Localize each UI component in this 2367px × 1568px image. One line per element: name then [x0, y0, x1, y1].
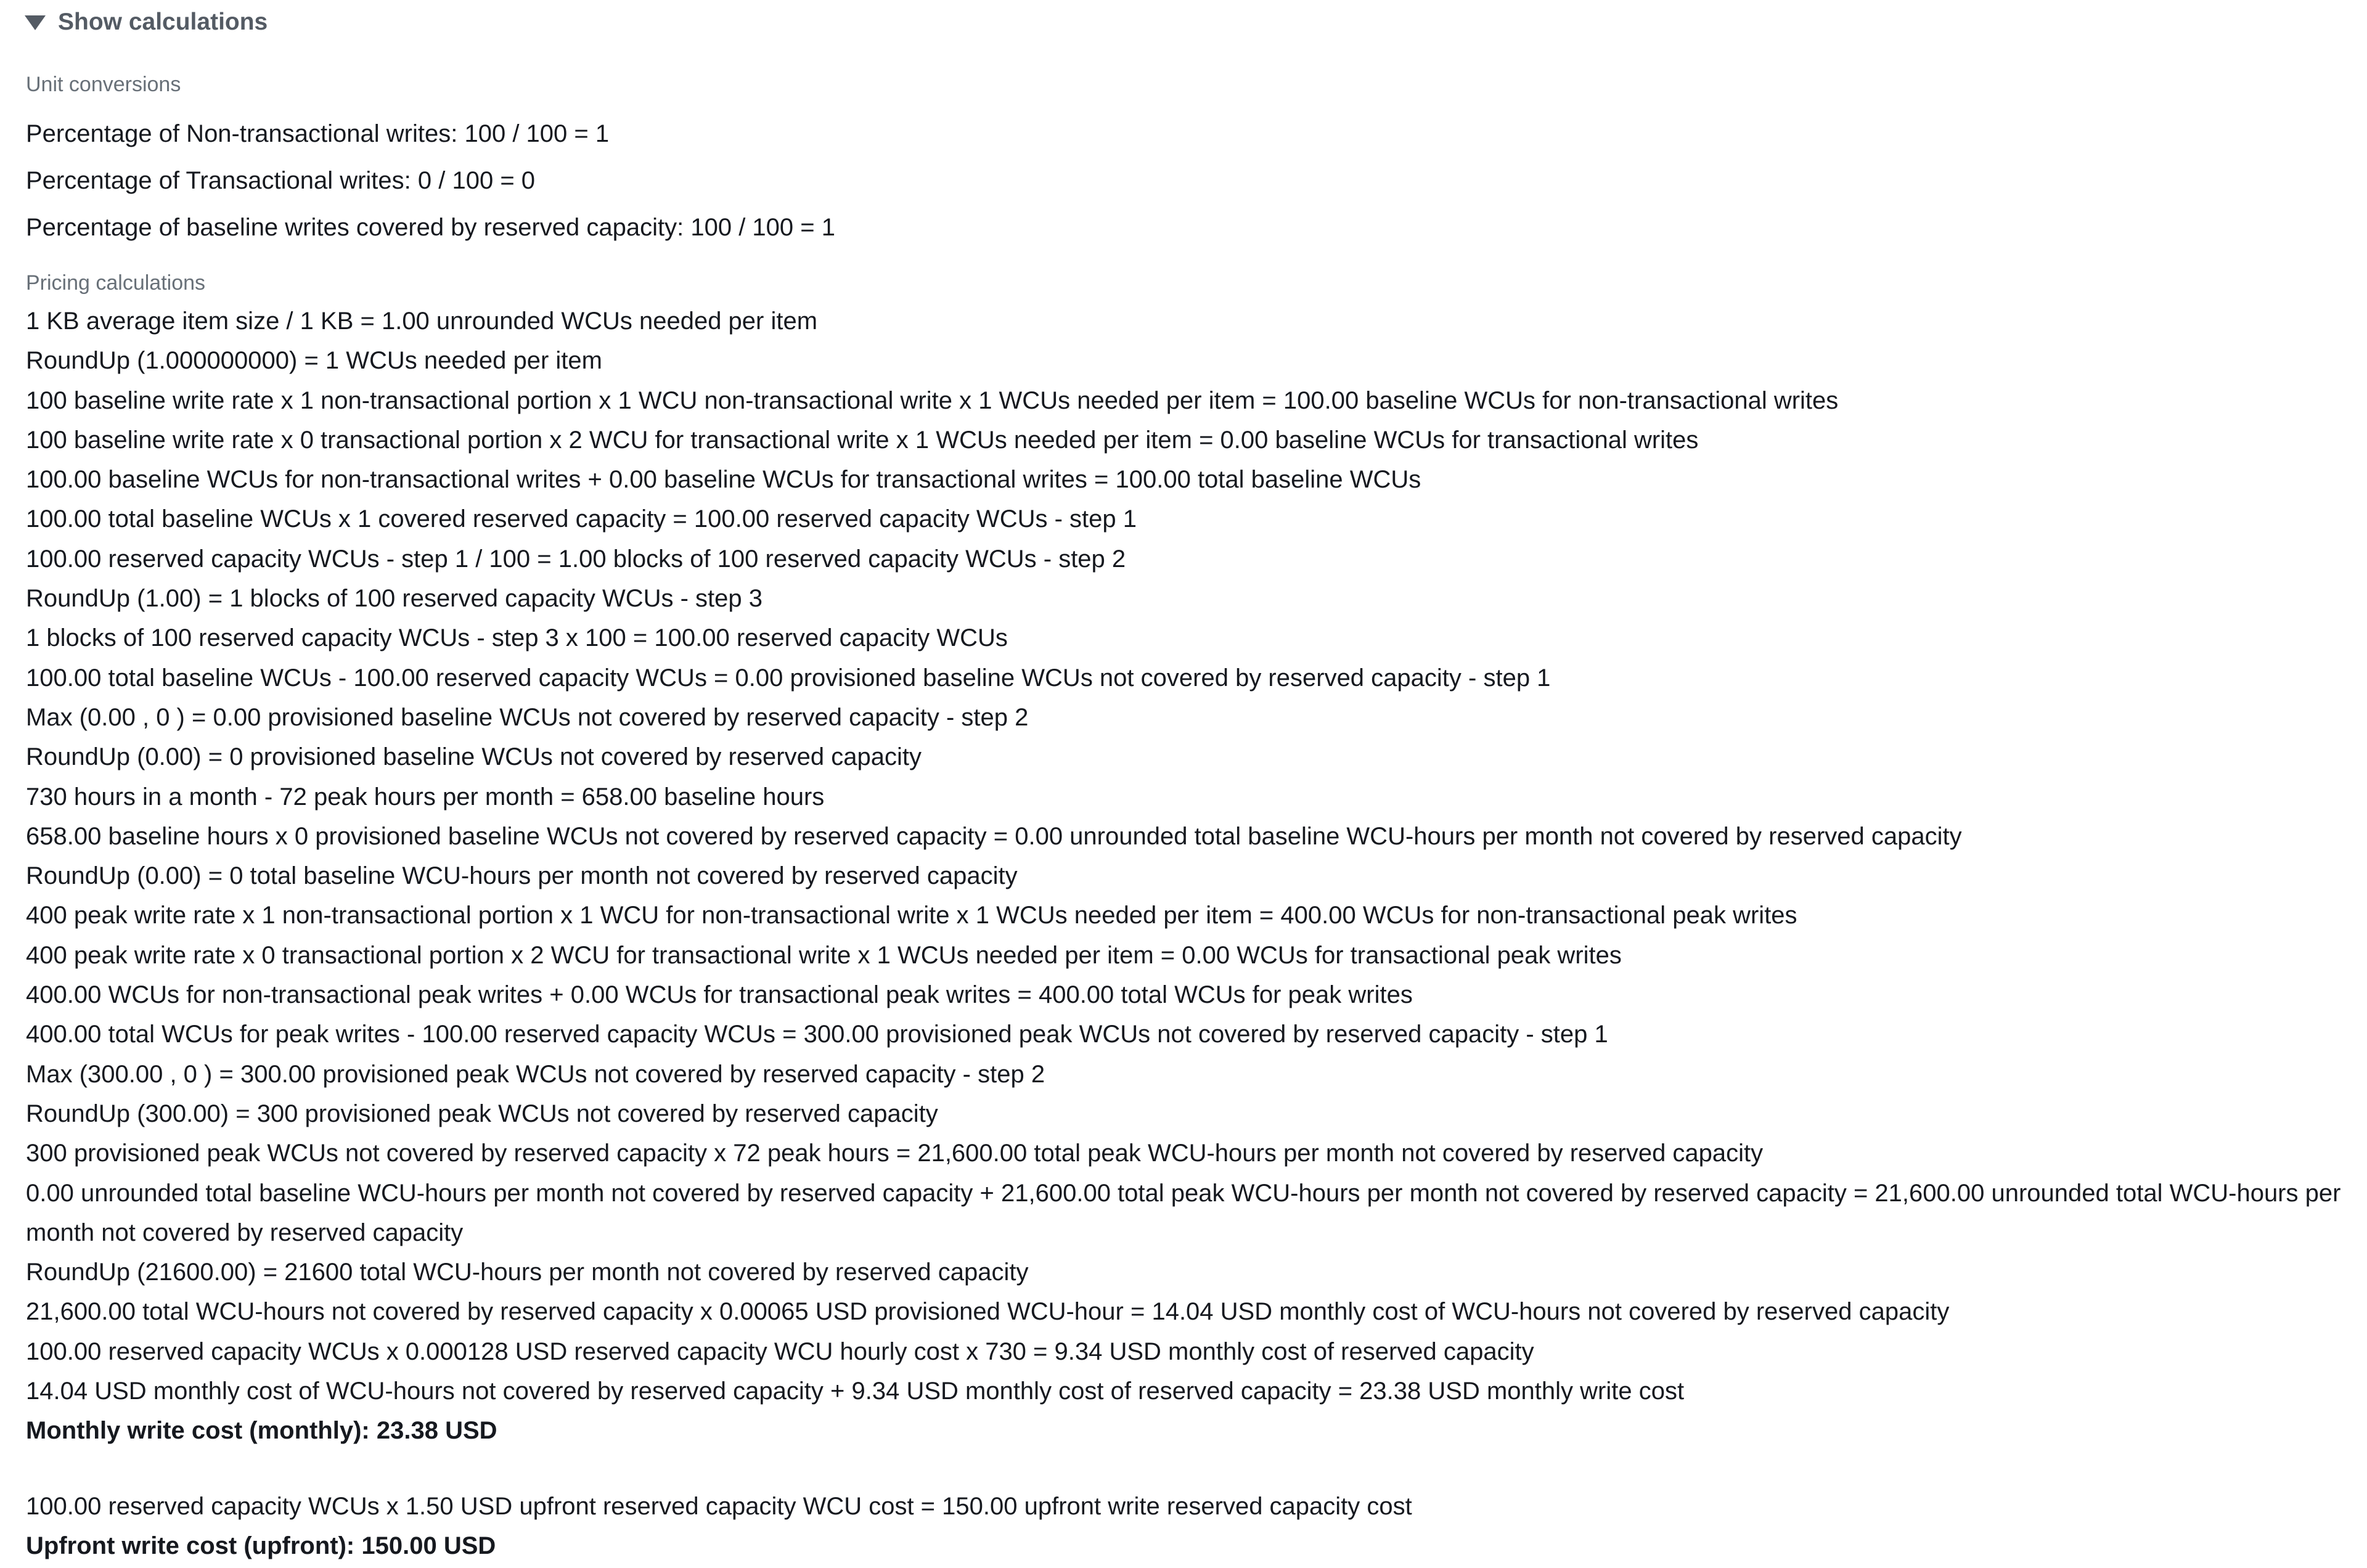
calculation-line: 100 baseline write rate x 1 non-transactional portion x 1 WCU non-transactional write x 1 WCUs needed per item = 100.00 baseline WCUs for non-transactional writes [26, 386, 1839, 414]
calculation-line: RoundUp (0.00) = 0 total baseline WCU-hours per month not covered by reserved capacity [26, 862, 1018, 890]
unit-conversion-line: Percentage of Transactional writes: 0 / 100 = 0 [26, 167, 536, 194]
calculation-line: Max (0.00 , 0 ) = 0.00 provisioned baseline WCUs not covered by reserved capacity - step 2 [26, 703, 1029, 731]
calculation-line: RoundUp (300.00) = 300 provisioned peak WCUs not covered by reserved capacity [26, 1100, 938, 1127]
calculation-line: 1 blocks of 100 reserved capacity WCUs - step 3 x 100 = 100.00 reserved capacity WCUs [26, 624, 1008, 652]
pricing-calculations-heading: Pricing calculations [26, 271, 206, 295]
calculation-line: 100.00 reserved capacity WCUs x 0.000128 USD reserved capacity WCU hourly cost x 730 = 9.34 USD monthly cost of reserved capacity [26, 1337, 1534, 1365]
calculation-line: 400 peak write rate x 1 non-transactional portion x 1 WCU for non-transactional write x 1 WCUs needed per item = 400.00 WCUs for non-transactional peak writes [26, 902, 1797, 929]
calculation-line: 400.00 WCUs for non-transactional peak writes + 0.00 WCUs for transactional peak writes = 400.00 total WCUs for peak writes [26, 981, 1413, 1009]
unit-conversions-heading: Unit conversions [26, 73, 181, 96]
calculation-line: 100.00 reserved capacity WCUs - step 1 / 100 = 1.00 blocks of 100 reserved capacity WCUs - step 2 [26, 545, 1126, 573]
calculation-line: 100.00 total baseline WCUs x 1 covered reserved capacity = 100.00 reserved capacity WCUs - step 1 [26, 505, 1137, 533]
show-calculations-toggle[interactable] [25, 2, 2367, 42]
upfront-calculation-line: 100.00 reserved capacity WCUs x 1.50 USD upfront reserved capacity WCU cost = 150.00 upfront write reserved capacity cost [26, 1492, 1412, 1520]
calculation-line: 400 peak write rate x 0 transactional portion x 2 WCU for transactional write x 1 WCUs needed per item = 0.00 WCUs for transactional peak writes [26, 941, 1622, 969]
calculation-line: RoundUp (1.00) = 1 blocks of 100 reserved capacity WCUs - step 3 [26, 585, 762, 613]
calculation-line: 100.00 baseline WCUs for non-transactional writes + 0.00 baseline WCUs for transactional writes = 100.00 total baseline WCUs [26, 466, 1421, 494]
calculation-line: RoundUp (1.000000000) = 1 WCUs needed per item [26, 347, 602, 375]
pricing-calculations-list [26, 301, 2367, 1566]
calculation-line: 400.00 total WCUs for peak writes - 100.00 reserved capacity WCUs = 300.00 provisioned peak WCUs not covered by reserved capacity - step 1 [26, 1021, 1608, 1048]
calculation-line: 658.00 baseline hours x 0 provisioned baseline WCUs not covered by reserved capacity = 0.00 unrounded total baseline WCU-hours per month not covered by reserved capacity [26, 822, 1962, 850]
unit-conversion-line: Percentage of baseline writes covered by reserved capacity: 100 / 100 = 1 [26, 214, 835, 241]
calculation-line: 14.04 USD monthly cost of WCU-hours not covered by reserved capacity + 9.34 USD monthly cost of reserved capacity = 23.38 USD monthly write cost [26, 1378, 1685, 1405]
caret-down-icon [25, 15, 46, 30]
monthly-write-cost-total: Monthly write cost (monthly): 23.38 USD [26, 1417, 497, 1445]
calculation-line: RoundUp (0.00) = 0 provisioned baseline WCUs not covered by reserved capacity [26, 743, 922, 771]
calculation-line: 300 provisioned peak WCUs not covered by reserved capacity x 72 peak hours = 21,600.00 total peak WCU-hours per month not covered by reserved capacity [26, 1140, 1764, 1167]
section-spacer [26, 1451, 2367, 1487]
upfront-write-cost-total: Upfront write cost (upfront): 150.00 USD [26, 1532, 496, 1559]
calculation-line: 100.00 total baseline WCUs - 100.00 reserved capacity WCUs = 0.00 provisioned baseline WCUs not covered by reserved capacity - step 1 [26, 664, 1551, 692]
unit-conversions-list [26, 110, 2367, 251]
calculation-line: 21,600.00 total WCU-hours not covered by reserved capacity x 0.00065 USD provisioned WCU-hour = 14.04 USD monthly cost of WCU-hours not covered by reserved capacity [26, 1298, 1950, 1326]
calculation-line: 1 KB average item size / 1 KB = 1.00 unrounded WCUs needed per item [26, 308, 818, 335]
calculation-line: 100 baseline write rate x 0 transactional portion x 2 WCU for transactional write x 1 WCUs needed per item = 0.00 baseline WCUs for transactional writes [26, 426, 1699, 454]
show-calculations-label: Show calculations [58, 9, 268, 35]
calculation-line-wrapped: 0.00 unrounded total baseline WCU-hours per month not covered by reserved capacity + 21,600.00 total peak WCU-hours per month not covered by reserved capacity = 21,600.00 unrounded total WCU-hours per month not covered by reserved capacity [26, 1179, 2341, 1246]
calculation-line: RoundUp (21600.00) = 21600 total WCU-hours per month not covered by reserved capacity [26, 1259, 1029, 1286]
calculation-line: 730 hours in a month - 72 peak hours per month = 658.00 baseline hours [26, 783, 825, 811]
calculation-line: Max (300.00 , 0 ) = 300.00 provisioned peak WCUs not covered by reserved capacity - step 2 [26, 1060, 1045, 1088]
unit-conversion-line: Percentage of Non-transactional writes: 100 / 100 = 1 [26, 120, 610, 147]
